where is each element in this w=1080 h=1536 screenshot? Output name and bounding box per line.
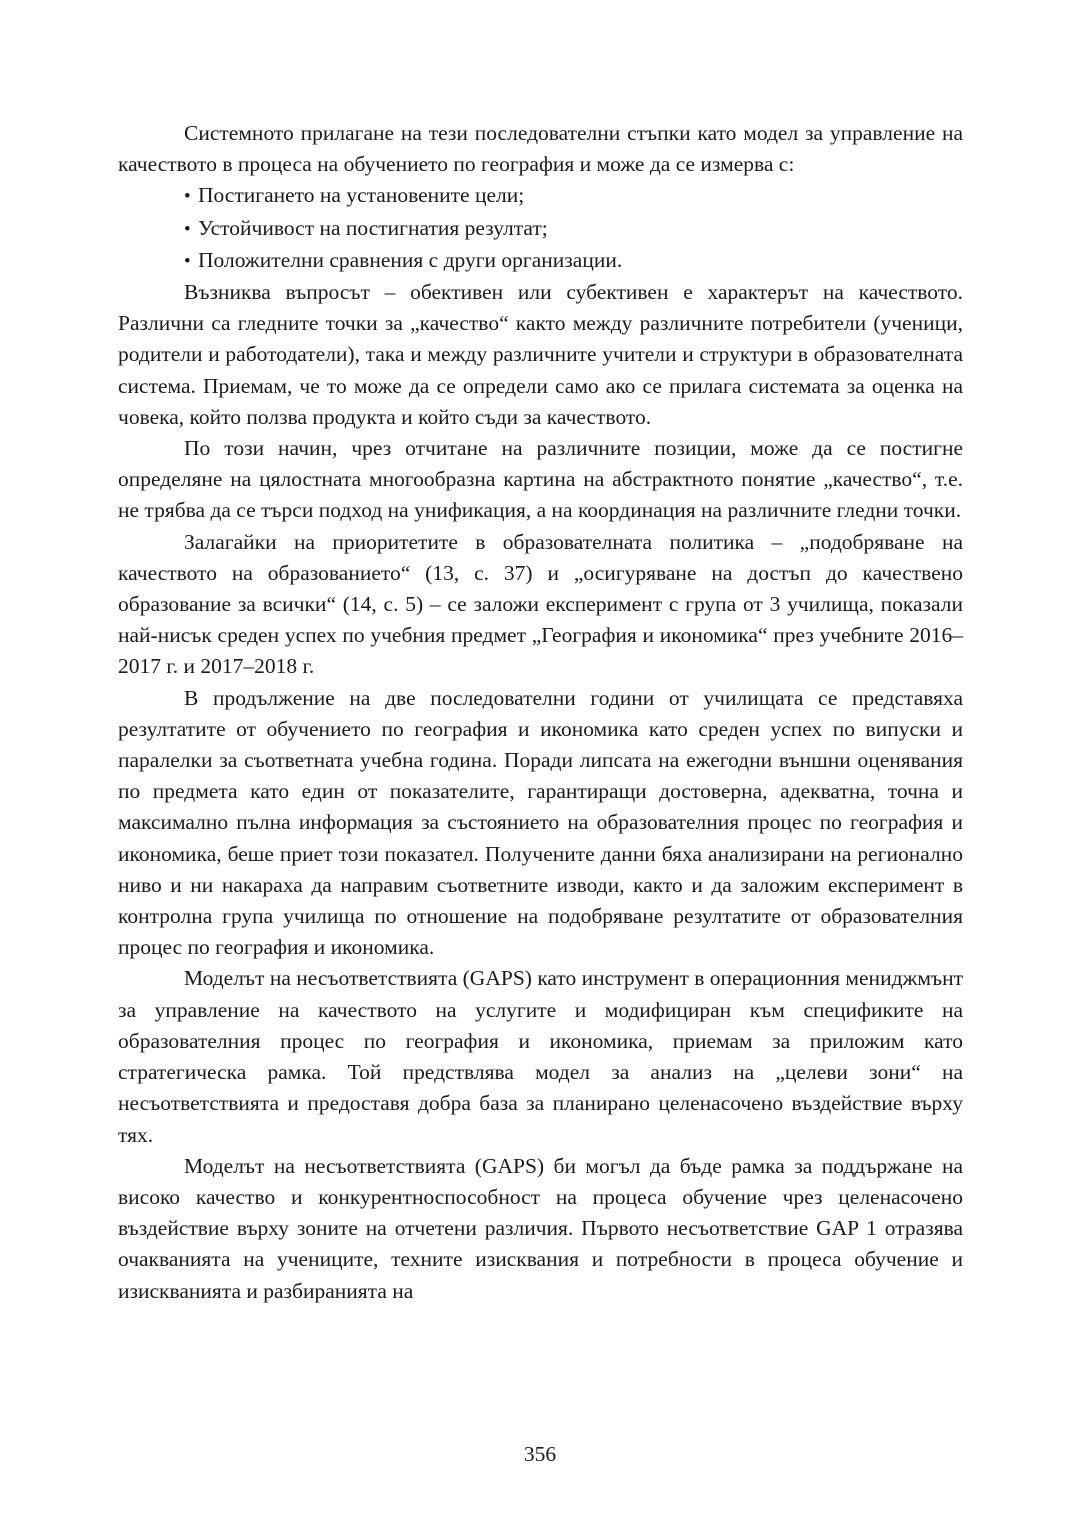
- bullet-item: • Положителни сравнения с други организации.: [184, 245, 963, 277]
- paragraph-quality-question: Възниква въпросът – обективен или субективен е характерът на качеството. Различни са гледните точки за „качество“ както между различните потребители (ученици, родители и работодатели), така и между различните учители и структури в образователната система. Приемам, че то може да се определи само ако се прилага системата за оценка на човека, който ползва продукта и който съди за качеството.: [118, 280, 963, 429]
- paragraph-intro: Системното прилагане на тези последователни стъпки като модел за управление на качеството в процеса на обучението по география и може да се измерва с:: [118, 121, 963, 177]
- bullet-list: [118, 180, 963, 277]
- page-body: [118, 118, 963, 1307]
- paragraph-positions: По този начин, чрез отчитане на различните позиции, може да се постигне определяне на цялостната многообразна картина на абстрактното понятие „качество“, т.е. не трябва да се търси подход на унификация, а на координация на различните гледни точки.: [118, 436, 963, 523]
- paragraph-priorities: Залагайки на приоритетите в образователната политика – „подобряване на качеството на образованието“ (13, с. 37) и „осигуряване на достъп до качествено образование за всички“ (14, с. 5) – се заложи експеримент с група от 3 училища, показали най-нисък среден успех по учебния предмет „География и икономика“ през учебните 2016–2017 г. и 2017–2018 г.: [118, 529, 963, 679]
- paragraph-results: В продължение на две последователни години от училищата се представяха резултатите от обучението по география и икономика като среден успех по випуски и паралелки за съответната учебна година. Поради липсата на ежегодни външни оценявания по предмета като един от показателите, гарантиращи достоверна, адекватна, точна и максимално пълна информация за състоянието на образователния процес по география и икономика, беше приет този показател. Получените данни бяха анализирани на регионално ниво и ни накараха да направим съответните изводи, както и да заложим експеримент в контролна група училища по отношение на подобряване резултатите от образователния процес по география и икономика.: [118, 685, 963, 960]
- paragraph-gaps-model: Моделът на несъответствията (GAPS) като инструмент в операционния мениджмънт за управление на качеството на услугите и модифициран към спецификите на образователния процес по география и икономика, приемам за приложим като стратегическа рамка. Той предствлява модел за анализ на „целеви зони“ на несъответствията и предоставя добра база за планирано целенасочено въздействие върху тях.: [118, 966, 963, 1147]
- page-number: 356: [523, 1442, 557, 1466]
- bullet-item: • Постигането на установените цели;: [184, 180, 963, 212]
- paragraph-gaps-framework: Моделът на несъответствията (GAPS) би могъл да бъде рамка за поддържане на високо качество и конкурентноспособност на процеса обучение чрез целенасочено въздействие върху зоните на отчетени различия. Първото несъответствие GAP 1 отразява очакванията на учениците, техните изисквания и потребности в процеса обучение и изискванията и разбиранията на: [118, 1153, 963, 1303]
- bullet-item: • Устойчивост на постигнатия резултат;: [184, 213, 963, 245]
